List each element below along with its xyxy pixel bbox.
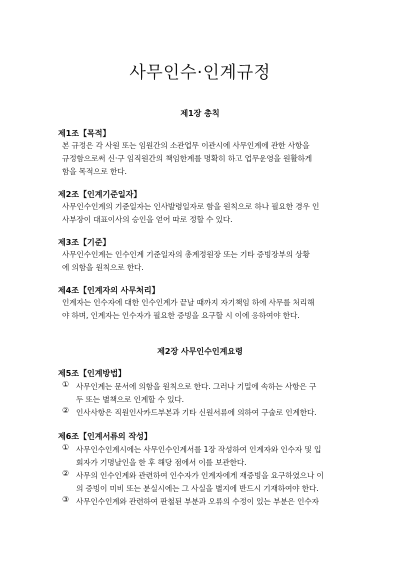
item-marker: ② (62, 406, 70, 415)
article-1-line: 본 규정은 각 사원 또는 임원간의 소관업무 이관시에 사무인계에 관한 사항을 (62, 141, 310, 150)
item-marker: ② (62, 469, 70, 478)
article-6-item-line: 사무인수인계시에는 사무인수인계서를 1장 작성하여 인계자와 인수자 및 입 (76, 445, 322, 454)
item-marker: ① (62, 380, 70, 389)
article-5-heading: 제5조【인계방법】 (58, 369, 126, 378)
chapter-1-heading: 제1장 총칙 (180, 109, 220, 118)
article-6-item-line: 의 증빙이 미비 또는 분실시에는 그 사실을 별지에 반드시 기재하여야 한다. (76, 484, 319, 493)
chapter-2-heading: 제2장 사무인수인계요령 (157, 347, 243, 356)
article-3-heading: 제3조【기준】 (58, 238, 111, 247)
article-1-line: 함을 목적으로 한다. (62, 167, 127, 176)
article-6-item-line: 회자가 기명날인을 한 후 해당 점에서 이를 보관한다. (76, 458, 247, 467)
article-4-line: 야 하며, 인계자는 인수자가 필요한 증빙을 요구할 시 이에 응하여야 한다. (62, 311, 300, 320)
article-1-line: 규정함으로써 신·구 임직원간의 책임한계를 명확히 하고 업무운영을 원활하게 (62, 154, 313, 163)
article-3-line: 사무인수인계는 인수인계 기준일자의 총계정원장 또는 기타 증빙장부의 상황 (62, 250, 310, 259)
article-2-heading: 제2조【인계기준일자】 (58, 190, 142, 199)
item-marker: ① (62, 443, 70, 452)
article-4-heading: 제4조【인계자의 사무처리】 (58, 286, 160, 295)
article-1-heading: 제1조【목적】 (58, 129, 111, 138)
article-2-line: 사부장이 대표이사의 승인을 얻어 따로 정할 수 있다. (62, 215, 233, 224)
item-marker: ③ (62, 495, 70, 504)
article-4-line: 인계자는 인수자에 대한 인수인계가 끝날 때까지 자기책임 하에 사무를 처리해 (62, 298, 315, 307)
article-5-item-line: 두 또는 별책으로 인계할 수 있다. (76, 395, 184, 404)
article-2-line: 사무인수인계의 기준일자는 인사발령일자로 함을 원칙으로 하나 필요한 경우 인 (62, 202, 320, 211)
article-3-line: 에 의함을 원칙으로 한다. (62, 263, 144, 272)
article-5-item-line: 인사사항은 직원인사카드부본과 기타 신원서류에 의하여 구술로 인계한다. (76, 408, 317, 417)
article-6-item-line: 사무의 인수인계와 관련하여 인수자가 인계자에게 재증빙을 요구하였으나 이 (76, 471, 324, 480)
document-title: 사무인수·인계규정 (129, 63, 271, 83)
article-5-item-line: 사무인계는 문서에 의함을 원칙으로 한다. 그러나 기밀에 속하는 사항은 구 (76, 382, 317, 391)
article-6-heading: 제6조【인계서류의 작성】 (58, 432, 152, 441)
article-6-item-line: 사무인수인계와 관련하여 판철된 부분과 오류의 수정이 있는 부분은 인수자 (76, 497, 319, 506)
